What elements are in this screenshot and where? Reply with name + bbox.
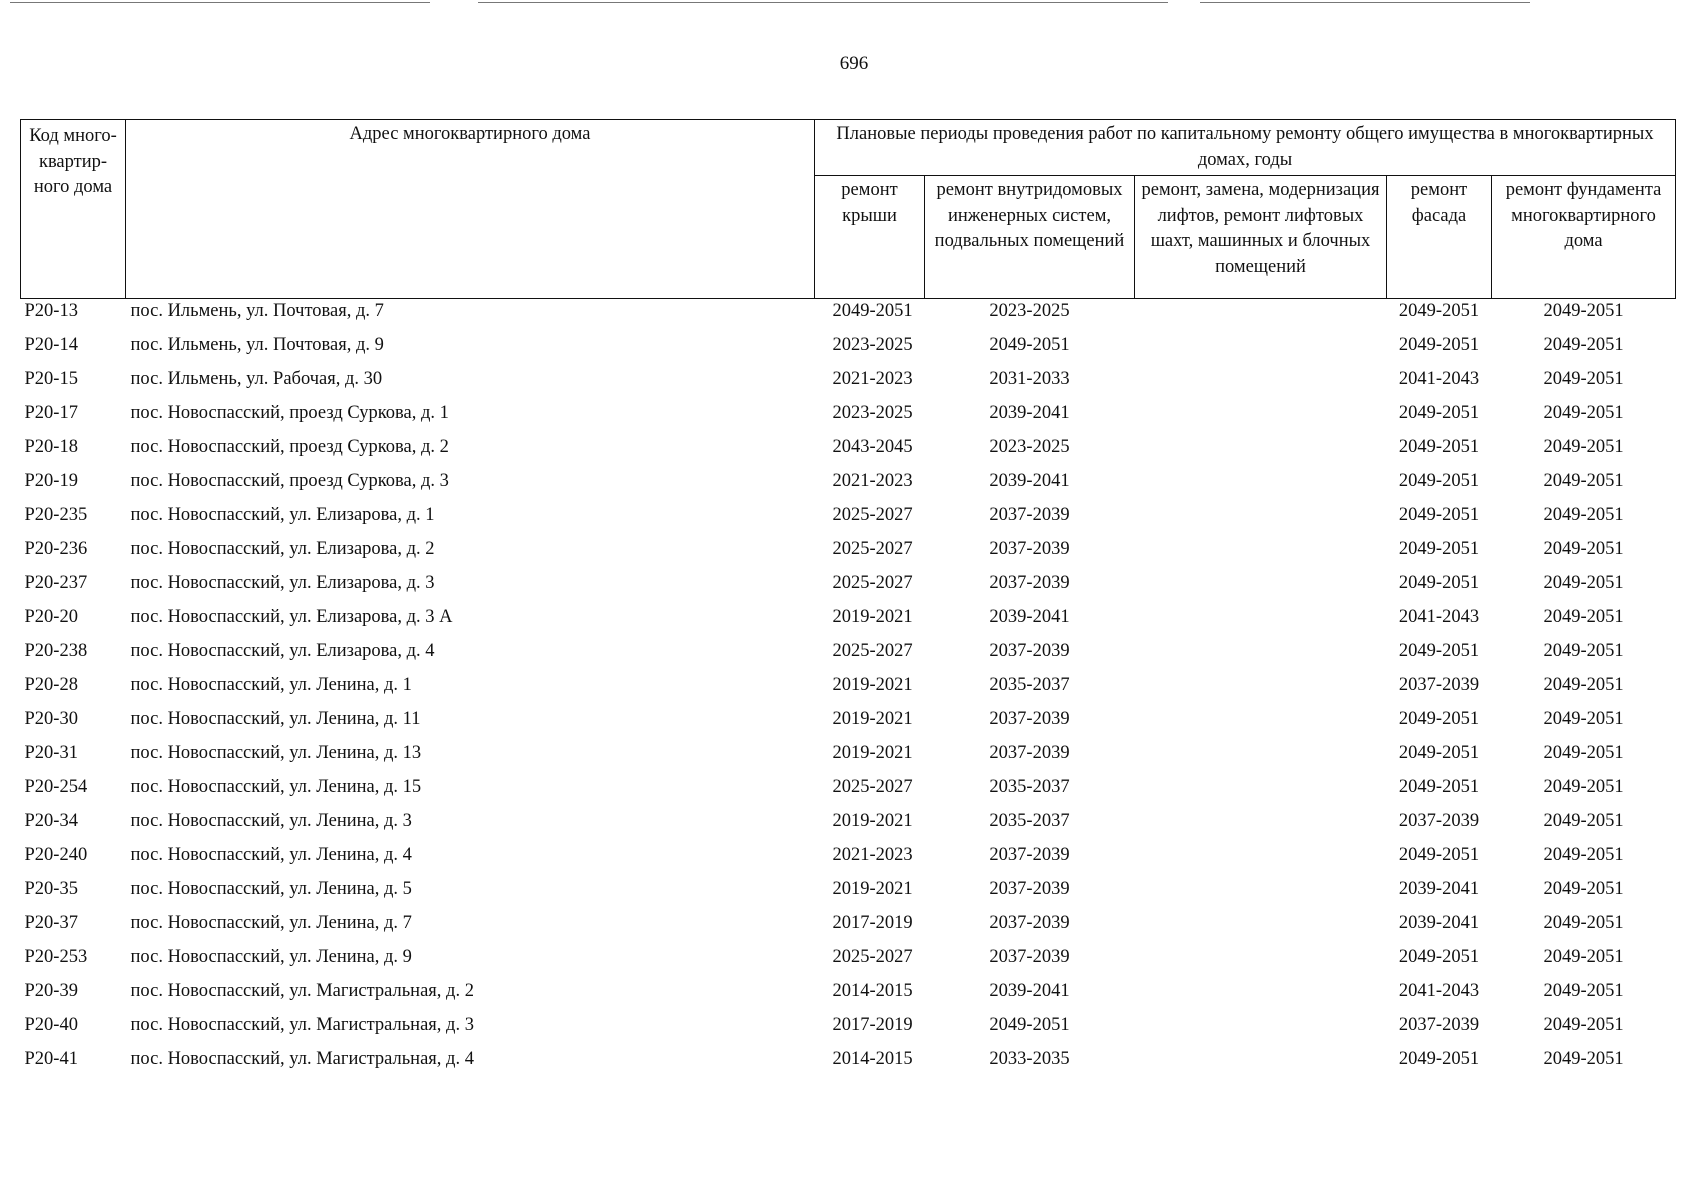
cell-address: пос. Новоспасский, проезд Суркова, д. 1 bbox=[130, 403, 449, 424]
cell-code: Р20-31 bbox=[24, 743, 78, 764]
cell-facade: 2049-2051 bbox=[1398, 709, 1480, 730]
cell-code: Р20-17 bbox=[24, 403, 78, 424]
cell-elevators bbox=[1135, 503, 1387, 537]
cell-foundation: 2049-2051 bbox=[1543, 709, 1624, 730]
table-row bbox=[21, 639, 1676, 673]
table-header bbox=[21, 120, 1676, 299]
page-number: 696 bbox=[839, 53, 869, 74]
table-row bbox=[21, 537, 1676, 571]
cell-elevators bbox=[1135, 945, 1387, 979]
cell-elevators bbox=[1135, 809, 1387, 843]
cell-roof: 2025-2027 bbox=[832, 539, 913, 560]
table-row bbox=[21, 979, 1676, 1013]
scan-edge-line bbox=[478, 2, 1168, 3]
cell-engineering: 2023-2025 bbox=[989, 437, 1070, 458]
cell-roof: 2019-2021 bbox=[832, 675, 913, 696]
cell-engineering: 2031-2033 bbox=[989, 369, 1070, 390]
cell-code: Р20-235 bbox=[24, 505, 88, 526]
cell-code: Р20-14 bbox=[24, 335, 78, 356]
cell-code: Р20-254 bbox=[24, 777, 88, 798]
cell-foundation: 2049-2051 bbox=[1543, 913, 1624, 934]
cell-code: Р20-35 bbox=[24, 879, 78, 900]
cell-facade: 2049-2051 bbox=[1398, 403, 1480, 424]
cell-facade: 2039-2041 bbox=[1398, 913, 1480, 934]
cell-facade: 2049-2051 bbox=[1398, 335, 1480, 356]
cell-foundation: 2049-2051 bbox=[1543, 641, 1624, 662]
cell-foundation: 2049-2051 bbox=[1543, 369, 1624, 390]
cell-code: Р20-237 bbox=[24, 573, 88, 594]
cell-engineering: 2039-2041 bbox=[989, 981, 1070, 1002]
cell-roof: 2017-2019 bbox=[832, 1015, 913, 1036]
table-row bbox=[21, 911, 1676, 945]
cell-engineering: 2037-2039 bbox=[989, 947, 1070, 968]
cell-facade: 2049-2051 bbox=[1398, 743, 1480, 764]
cell-foundation: 2049-2051 bbox=[1543, 403, 1624, 424]
cell-roof: 2023-2025 bbox=[832, 403, 913, 424]
cell-roof: 2014-2015 bbox=[832, 1049, 913, 1070]
cell-facade: 2037-2039 bbox=[1398, 811, 1480, 832]
cell-elevators bbox=[1135, 537, 1387, 571]
cell-address: пос. Новоспасский, ул. Ленина, д. 5 bbox=[130, 879, 412, 900]
cell-roof: 2017-2019 bbox=[832, 913, 913, 934]
cell-foundation: 2049-2051 bbox=[1543, 1049, 1624, 1070]
scan-edge-line bbox=[1200, 2, 1530, 3]
header-periods: Плановые периоды проведения работ по капитальному ремонту общего имущества в многоквартирных домах, годы bbox=[815, 120, 1676, 176]
cell-facade: 2049-2051 bbox=[1398, 947, 1480, 968]
cell-address: пос. Новоспасский, ул. Елизарова, д. 4 bbox=[130, 641, 435, 662]
table-row bbox=[21, 1047, 1676, 1081]
cell-address: пос. Ильмень, ул. Почтовая, д. 7 bbox=[130, 301, 384, 322]
cell-address: пос. Новоспасский, ул. Ленина, д. 1 bbox=[130, 675, 412, 696]
cell-engineering: 2037-2039 bbox=[989, 573, 1070, 594]
cell-code: Р20-236 bbox=[24, 539, 88, 560]
cell-foundation: 2049-2051 bbox=[1543, 743, 1624, 764]
cell-address: пос. Новоспасский, ул. Магистральная, д. 4 bbox=[130, 1049, 474, 1070]
table-row bbox=[21, 707, 1676, 741]
cell-foundation: 2049-2051 bbox=[1543, 845, 1624, 866]
cell-code: Р20-240 bbox=[24, 845, 88, 866]
cell-roof: 2021-2023 bbox=[832, 471, 913, 492]
cell-engineering: 2037-2039 bbox=[989, 845, 1070, 866]
cell-engineering: 2037-2039 bbox=[989, 743, 1070, 764]
cell-elevators bbox=[1135, 401, 1387, 435]
table-row bbox=[21, 809, 1676, 843]
cell-address: пос. Новоспасский, проезд Суркова, д. 3 bbox=[130, 471, 449, 492]
cell-roof: 2043-2045 bbox=[832, 437, 913, 458]
table-row bbox=[21, 877, 1676, 911]
cell-elevators bbox=[1135, 843, 1387, 877]
cell-address: пос. Новоспасский, ул. Елизарова, д. 3 bbox=[130, 573, 435, 594]
cell-elevators bbox=[1135, 469, 1387, 503]
cell-address: пос. Новоспасский, ул. Ленина, д. 9 bbox=[130, 947, 412, 968]
cell-code: Р20-41 bbox=[24, 1049, 78, 1070]
cell-facade: 2037-2039 bbox=[1398, 675, 1480, 696]
table-row bbox=[21, 299, 1676, 334]
table-row bbox=[21, 843, 1676, 877]
cell-elevators bbox=[1135, 571, 1387, 605]
cell-engineering: 2039-2041 bbox=[989, 607, 1070, 628]
table-body bbox=[21, 299, 1676, 1082]
cell-code: Р20-30 bbox=[24, 709, 78, 730]
cell-foundation: 2049-2051 bbox=[1543, 811, 1624, 832]
cell-code: Р20-15 bbox=[24, 369, 78, 390]
header-engineering: ремонт внутридомовых инженерных систем, подвальных помещений bbox=[925, 176, 1135, 299]
cell-foundation: 2049-2051 bbox=[1543, 301, 1624, 322]
table-row bbox=[21, 469, 1676, 503]
cell-roof: 2019-2021 bbox=[832, 607, 913, 628]
cell-foundation: 2049-2051 bbox=[1543, 539, 1624, 560]
cell-engineering: 2037-2039 bbox=[989, 709, 1070, 730]
cell-engineering: 2049-2051 bbox=[989, 335, 1070, 356]
cell-code: Р20-253 bbox=[24, 947, 88, 968]
header-code: Код много-квартир-ного дома bbox=[21, 120, 126, 299]
cell-roof: 2019-2021 bbox=[832, 811, 913, 832]
cell-engineering: 2035-2037 bbox=[989, 675, 1070, 696]
table-row bbox=[21, 401, 1676, 435]
cell-foundation: 2049-2051 bbox=[1543, 437, 1624, 458]
table-row bbox=[21, 741, 1676, 775]
cell-elevators bbox=[1135, 741, 1387, 775]
table-row bbox=[21, 945, 1676, 979]
cell-roof: 2023-2025 bbox=[832, 335, 913, 356]
cell-foundation: 2049-2051 bbox=[1543, 675, 1624, 696]
cell-facade: 2049-2051 bbox=[1398, 1049, 1480, 1070]
cell-foundation: 2049-2051 bbox=[1543, 471, 1624, 492]
cell-code: Р20-37 bbox=[24, 913, 78, 934]
cell-engineering: 2037-2039 bbox=[989, 879, 1070, 900]
table-row bbox=[21, 571, 1676, 605]
table-row bbox=[21, 775, 1676, 809]
cell-address: пос. Новоспасский, ул. Елизарова, д. 2 bbox=[130, 539, 435, 560]
cell-facade: 2049-2051 bbox=[1398, 471, 1480, 492]
cell-roof: 2025-2027 bbox=[832, 777, 913, 798]
cell-foundation: 2049-2051 bbox=[1543, 879, 1624, 900]
cell-elevators bbox=[1135, 299, 1387, 334]
cell-roof: 2014-2015 bbox=[832, 981, 913, 1002]
header-address: Адрес многоквартирного дома bbox=[126, 120, 815, 299]
cell-roof: 2019-2021 bbox=[832, 879, 913, 900]
cell-elevators bbox=[1135, 775, 1387, 809]
cell-foundation: 2049-2051 bbox=[1543, 573, 1624, 594]
cell-code: Р20-40 bbox=[24, 1015, 78, 1036]
cell-code: Р20-39 bbox=[24, 981, 78, 1002]
cell-foundation: 2049-2051 bbox=[1543, 981, 1624, 1002]
cell-elevators bbox=[1135, 333, 1387, 367]
scan-edge-line bbox=[10, 2, 430, 3]
capital-repair-schedule-table bbox=[20, 119, 1676, 1081]
cell-elevators bbox=[1135, 605, 1387, 639]
cell-address: пос. Новоспасский, ул. Ленина, д. 13 bbox=[130, 743, 422, 764]
cell-address: пос. Новоспасский, ул. Елизарова, д. 3 А bbox=[130, 607, 453, 628]
cell-engineering: 2039-2041 bbox=[989, 403, 1070, 424]
cell-code: Р20-28 bbox=[24, 675, 78, 696]
cell-engineering: 2037-2039 bbox=[989, 539, 1070, 560]
cell-elevators bbox=[1135, 707, 1387, 741]
table-row bbox=[21, 673, 1676, 707]
cell-engineering: 2033-2035 bbox=[989, 1049, 1070, 1070]
cell-elevators bbox=[1135, 1013, 1387, 1047]
cell-roof: 2019-2021 bbox=[832, 743, 913, 764]
cell-facade: 2049-2051 bbox=[1398, 539, 1480, 560]
cell-address: пос. Новоспасский, ул. Ленина, д. 11 bbox=[130, 709, 421, 730]
header-roof: ремонт крыши bbox=[815, 176, 925, 299]
cell-facade: 2049-2051 bbox=[1398, 437, 1480, 458]
header-foundation: ремонт фундамента многоквартирного дома bbox=[1492, 176, 1676, 299]
cell-code: Р20-13 bbox=[24, 301, 78, 322]
table-row bbox=[21, 367, 1676, 401]
table-row bbox=[21, 435, 1676, 469]
cell-facade: 2049-2051 bbox=[1398, 777, 1480, 798]
cell-address: пос. Новоспасский, ул. Магистральная, д. 2 bbox=[130, 981, 474, 1002]
cell-roof: 2025-2027 bbox=[832, 573, 913, 594]
cell-facade: 2041-2043 bbox=[1398, 369, 1480, 390]
cell-address: пос. Новоспасский, ул. Ленина, д. 15 bbox=[130, 777, 422, 798]
cell-foundation: 2049-2051 bbox=[1543, 777, 1624, 798]
cell-code: Р20-18 bbox=[24, 437, 78, 458]
cell-facade: 2039-2041 bbox=[1398, 879, 1480, 900]
cell-facade: 2041-2043 bbox=[1398, 607, 1480, 628]
header-row bbox=[21, 120, 1676, 176]
cell-address: пос. Новоспасский, ул. Магистральная, д. 3 bbox=[130, 1015, 474, 1036]
cell-foundation: 2049-2051 bbox=[1543, 1015, 1624, 1036]
cell-facade: 2037-2039 bbox=[1398, 1015, 1480, 1036]
table-row bbox=[21, 503, 1676, 537]
cell-elevators bbox=[1135, 673, 1387, 707]
cell-roof: 2025-2027 bbox=[832, 641, 913, 662]
cell-address: пос. Новоспасский, проезд Суркова, д. 2 bbox=[130, 437, 449, 458]
cell-facade: 2049-2051 bbox=[1398, 845, 1480, 866]
cell-elevators bbox=[1135, 1047, 1387, 1081]
cell-address: пос. Новоспасский, ул. Елизарова, д. 1 bbox=[130, 505, 435, 526]
cell-facade: 2041-2043 bbox=[1398, 981, 1480, 1002]
cell-engineering: 2037-2039 bbox=[989, 505, 1070, 526]
cell-code: Р20-19 bbox=[24, 471, 78, 492]
cell-address: пос. Новоспасский, ул. Ленина, д. 7 bbox=[130, 913, 412, 934]
cell-elevators bbox=[1135, 367, 1387, 401]
cell-roof: 2021-2023 bbox=[832, 369, 913, 390]
cell-facade: 2049-2051 bbox=[1398, 505, 1480, 526]
cell-foundation: 2049-2051 bbox=[1543, 607, 1624, 628]
table-row bbox=[21, 333, 1676, 367]
cell-engineering: 2037-2039 bbox=[989, 641, 1070, 662]
cell-facade: 2049-2051 bbox=[1398, 301, 1480, 322]
cell-engineering: 2023-2025 bbox=[989, 301, 1070, 322]
cell-foundation: 2049-2051 bbox=[1543, 947, 1624, 968]
cell-engineering: 2049-2051 bbox=[989, 1015, 1070, 1036]
cell-engineering: 2039-2041 bbox=[989, 471, 1070, 492]
cell-engineering: 2035-2037 bbox=[989, 777, 1070, 798]
cell-address: пос. Ильмень, ул. Почтовая, д. 9 bbox=[130, 335, 384, 356]
cell-roof: 2021-2023 bbox=[832, 845, 913, 866]
cell-facade: 2049-2051 bbox=[1398, 573, 1480, 594]
header-facade: ремонт фасада bbox=[1387, 176, 1492, 299]
cell-code: Р20-20 bbox=[24, 607, 78, 628]
cell-address: пос. Новоспасский, ул. Ленина, д. 4 bbox=[130, 845, 412, 866]
header-elevators: ремонт, замена, модернизация лифтов, ремонт лифтовых шахт, машинных и блочных помещений bbox=[1135, 176, 1387, 299]
cell-elevators bbox=[1135, 435, 1387, 469]
cell-elevators bbox=[1135, 639, 1387, 673]
cell-engineering: 2035-2037 bbox=[989, 811, 1070, 832]
cell-foundation: 2049-2051 bbox=[1543, 505, 1624, 526]
cell-address: пос. Ильмень, ул. Рабочая, д. 30 bbox=[130, 369, 383, 390]
cell-elevators bbox=[1135, 877, 1387, 911]
cell-elevators bbox=[1135, 979, 1387, 1013]
cell-roof: 2019-2021 bbox=[832, 709, 913, 730]
cell-code: Р20-238 bbox=[24, 641, 88, 662]
cell-elevators bbox=[1135, 911, 1387, 945]
cell-facade: 2049-2051 bbox=[1398, 641, 1480, 662]
cell-roof: 2049-2051 bbox=[832, 301, 913, 322]
cell-foundation: 2049-2051 bbox=[1543, 335, 1624, 356]
cell-code: Р20-34 bbox=[24, 811, 78, 832]
cell-address: пос. Новоспасский, ул. Ленина, д. 3 bbox=[130, 811, 412, 832]
table-row bbox=[21, 605, 1676, 639]
cell-roof: 2025-2027 bbox=[832, 947, 913, 968]
cell-roof: 2025-2027 bbox=[832, 505, 913, 526]
table-row bbox=[21, 1013, 1676, 1047]
cell-engineering: 2037-2039 bbox=[989, 913, 1070, 934]
